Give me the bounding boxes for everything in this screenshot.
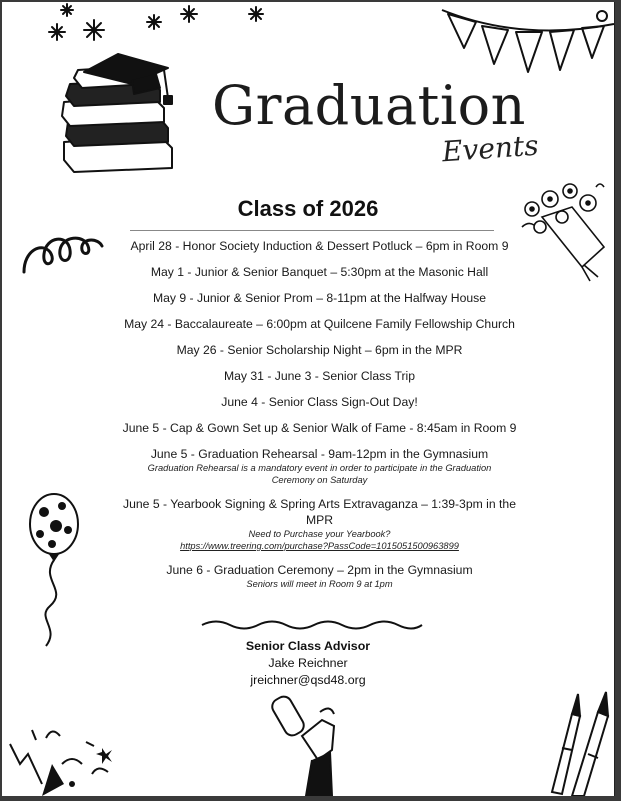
- books-graduation-cap-icon: [60, 50, 190, 180]
- event-note: Seniors will meet in Room 9 at 1pm: [246, 579, 393, 589]
- event-text: June 5 - Yearbook Signing & Spring Arts Extravaganza – 1:39-3pm in the MPR: [123, 497, 516, 527]
- event-text: May 24 - Baccalaureate – 6:00pm at Quilcene Family Fellowship Church: [124, 317, 515, 331]
- pen-pencil-icon: [532, 688, 614, 796]
- event-item: [102, 290, 537, 306]
- flyer-page: [2, 2, 615, 796]
- event-text: June 4 - Senior Class Sign-Out Day!: [221, 395, 418, 409]
- swirl-icon: [20, 230, 106, 276]
- event-item: [102, 316, 537, 332]
- confetti-icon: [2, 724, 132, 796]
- yearbook-purchase-link[interactable]: https://www.treering.com/purchase?PassCode=1015051500963899: [180, 541, 459, 551]
- event-text: June 5 - Graduation Rehearsal - 9am-12pm in the Gymnasium: [150, 447, 489, 461]
- event-item: [102, 496, 537, 552]
- event-text: June 6 - Graduation Ceremony – 2pm in the Gymnasium: [166, 563, 473, 577]
- event-text: April 28 - Honor Society Induction & Dessert Potluck – 6pm in Room 9: [130, 239, 509, 253]
- class-heading: Class of 2026: [237, 196, 379, 221]
- event-item: [102, 342, 537, 358]
- page-subtitle: Events: [440, 128, 540, 169]
- event-item: [102, 446, 537, 486]
- advisor-label: Senior Class Advisor: [245, 639, 371, 653]
- advisor-name: Jake Reichner: [268, 656, 348, 670]
- heading-divider: [130, 230, 494, 231]
- page-title: Graduation: [212, 74, 526, 137]
- event-text: May 26 - Senior Scholarship Night – 6pm in the MPR: [176, 343, 463, 357]
- event-item: [102, 394, 537, 410]
- bunting-banner-icon: [442, 2, 614, 82]
- polka-dot-balloon-icon: [26, 490, 86, 650]
- event-note: Graduation Rehearsal is a mandatory event in order to participate in the Graduation Ceremony on Saturday: [147, 463, 492, 485]
- advisor-block: [2, 638, 614, 689]
- event-text: June 5 - Cap & Gown Set up & Senior Walk of Fame - 8:45am in Room 9: [122, 421, 517, 435]
- event-item: [102, 238, 537, 254]
- diploma-hand-icon: [272, 690, 348, 796]
- event-note: Need to Purchase your Yearbook?: [248, 529, 391, 539]
- event-text: May 9 - Junior & Senior Prom – 8-11pm at the Halfway House: [152, 291, 487, 305]
- event-item: [102, 562, 537, 590]
- advisor-email[interactable]: jreichner@qsd48.org: [250, 673, 366, 687]
- event-text: May 1 - Junior & Senior Banquet – 5:30pm at the Masonic Hall: [150, 265, 489, 279]
- event-item: [102, 368, 537, 384]
- events-list: [102, 238, 537, 590]
- event-item: [102, 420, 537, 436]
- wavy-line-icon: [200, 618, 424, 632]
- event-item: [102, 264, 537, 280]
- event-text: May 31 - June 3 - Senior Class Trip: [223, 369, 415, 383]
